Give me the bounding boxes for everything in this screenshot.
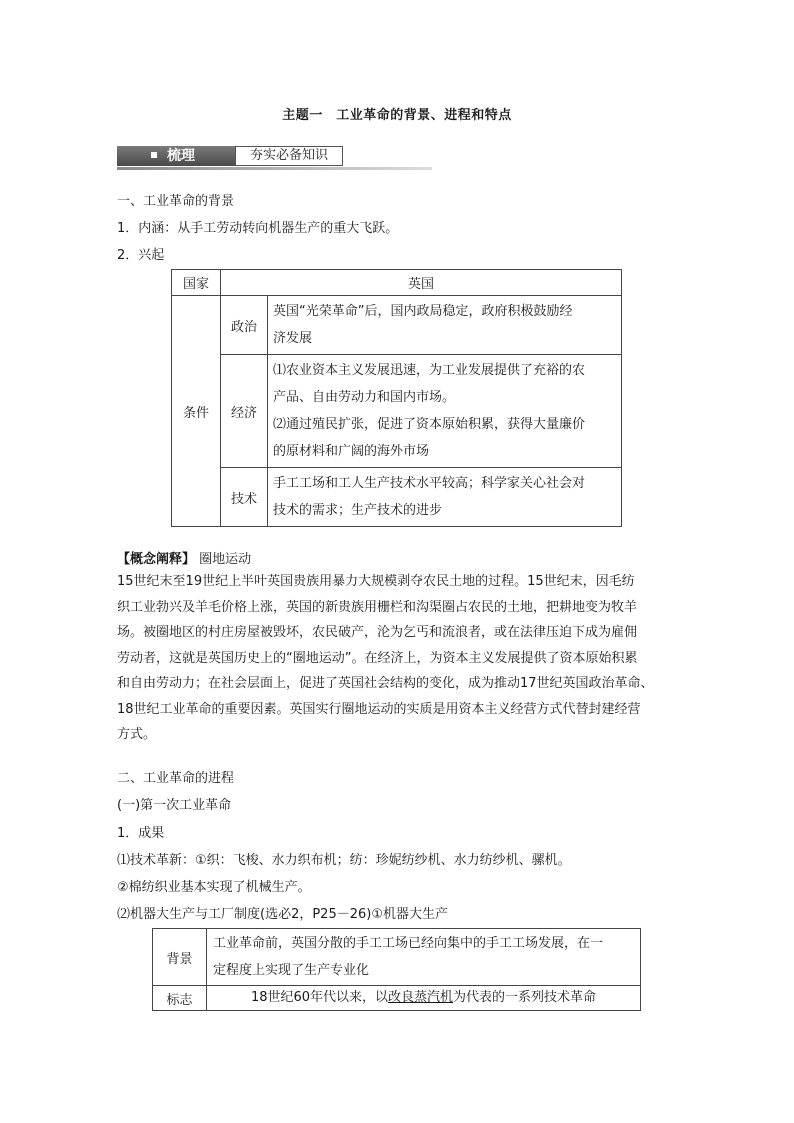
- text-line: 技术的需求；生产技术的进步: [273, 503, 443, 518]
- table-row: [153, 929, 641, 986]
- concept-tag: 【概念阐释】: [117, 552, 196, 567]
- text-line: ⑴农业资本主义发展迅速，为工业发展提供了充裕的农: [273, 363, 586, 378]
- banner-tag: 夯实必备知识: [235, 146, 343, 166]
- concept-paragraph: [117, 569, 677, 748]
- text-line: 工业革命前，英国分散的手工工场已经向集中的手工工场发展，在一: [213, 936, 604, 951]
- row-label-marker: 标志: [153, 986, 207, 1011]
- row-label-technology: 技术: [221, 468, 268, 527]
- table-header-england: 英国: [221, 270, 622, 296]
- page-title: 主题一 工业革命的背景、进程和特点: [282, 108, 512, 123]
- section2-item1: 1．成果: [117, 826, 165, 841]
- section1-item2: 2．兴起: [117, 248, 165, 263]
- section2-tech: ⑴技术革新：①织：飞梭、水力织布机；纺：珍妮纺纱机、水力纺纱机、骡机。: [117, 853, 571, 868]
- text-line: 产品、自由劳动力和国内市场。: [273, 390, 456, 405]
- marker-text-pre: 18世纪60年代以来，以: [250, 990, 389, 1005]
- text-line: 方式。: [117, 727, 157, 742]
- row-label-economy: 经济: [221, 355, 268, 468]
- text-line: 手工工场和工人生产技术水平较高；科学家关心社会对: [273, 476, 586, 491]
- background-text: [207, 929, 641, 986]
- marker-text-underlined: 改良蒸汽机: [388, 990, 454, 1005]
- text-line: 织工业勃兴及羊毛价格上涨，英国的新贵族用栅栏和沟渠圈占农民的土地，把耕地变为牧羊: [117, 599, 638, 615]
- section1-heading: 一、工业革命的背景: [117, 194, 235, 209]
- text-line: 场。被圈地区的村庄房屋被毁坏，农民破产，沦为乞丐和流浪者，或在法律压迫下成为雇佣: [117, 625, 638, 640]
- text-line: ⑵通过殖民扩张，促进了资本原始积累，获得大量廉价: [273, 417, 586, 432]
- table-row: [172, 270, 622, 296]
- section1-item1: 1．内涵：从手工劳动转向机器生产的重大飞跃。: [117, 221, 399, 236]
- section2-textile: ②棉纺织业基本实现了机械生产。: [117, 880, 311, 895]
- section2-sub1: (一)第一次工业革命: [117, 798, 232, 813]
- concept-heading: [117, 548, 251, 567]
- text-line: 18世纪工业革命的重要因素。英国实行圈地运动的实质是用资本主义经营方式代替封建经营: [117, 701, 641, 717]
- table-row: [172, 468, 622, 527]
- text-line: 英国“光荣革命”后，国内政局稳定，政府积极鼓励经: [273, 304, 573, 319]
- technology-text: [268, 468, 622, 527]
- table-row: [172, 296, 622, 355]
- text-line: 15世纪末至19世纪上半叶英国贵族用暴力大规模剥夺农民土地的过程。15世纪末，因毛纺: [117, 574, 635, 589]
- text-line: 济发展: [273, 331, 313, 346]
- section2-heading: 二、工业革命的进程: [117, 771, 235, 786]
- square-bullet-icon: [151, 152, 157, 158]
- section-banner: [117, 146, 432, 170]
- conditions-table: [171, 269, 622, 527]
- text-line: 的原材料和广阔的海外市场: [273, 444, 430, 459]
- text-line: 劳动者，这就是英国历史上的“圈地运动”。在经济上，为资本主义发展提供了资本原始积累: [117, 650, 638, 666]
- machine-production-table: [152, 928, 641, 1011]
- table-row: [172, 355, 622, 468]
- conditions-label: 条件: [172, 296, 221, 527]
- text-line: 和自由劳动力；在社会层面上，促进了英国社会结构的变化，成为推动17世纪英国政治革命、: [117, 676, 654, 691]
- text-line: 定程度上实现了生产专业化: [213, 963, 370, 978]
- table-row: [153, 986, 641, 1011]
- row-label-background: 背景: [153, 929, 207, 986]
- table-header-country: 国家: [172, 270, 221, 296]
- section2-factory: ⑵机器大生产与工厂制度(选必2，P25－26)①机器大生产: [117, 907, 448, 922]
- banner-label: [117, 146, 235, 166]
- banner-rule: [117, 167, 432, 170]
- banner-label-text: 梳理: [167, 148, 195, 164]
- row-label-politics: 政治: [221, 296, 268, 355]
- economy-text: [268, 355, 622, 468]
- concept-term: 圈地运动: [199, 552, 252, 567]
- marker-text: [207, 986, 641, 1011]
- politics-text: [268, 296, 622, 355]
- marker-text-post: 为代表的一系列技术革命: [453, 990, 597, 1005]
